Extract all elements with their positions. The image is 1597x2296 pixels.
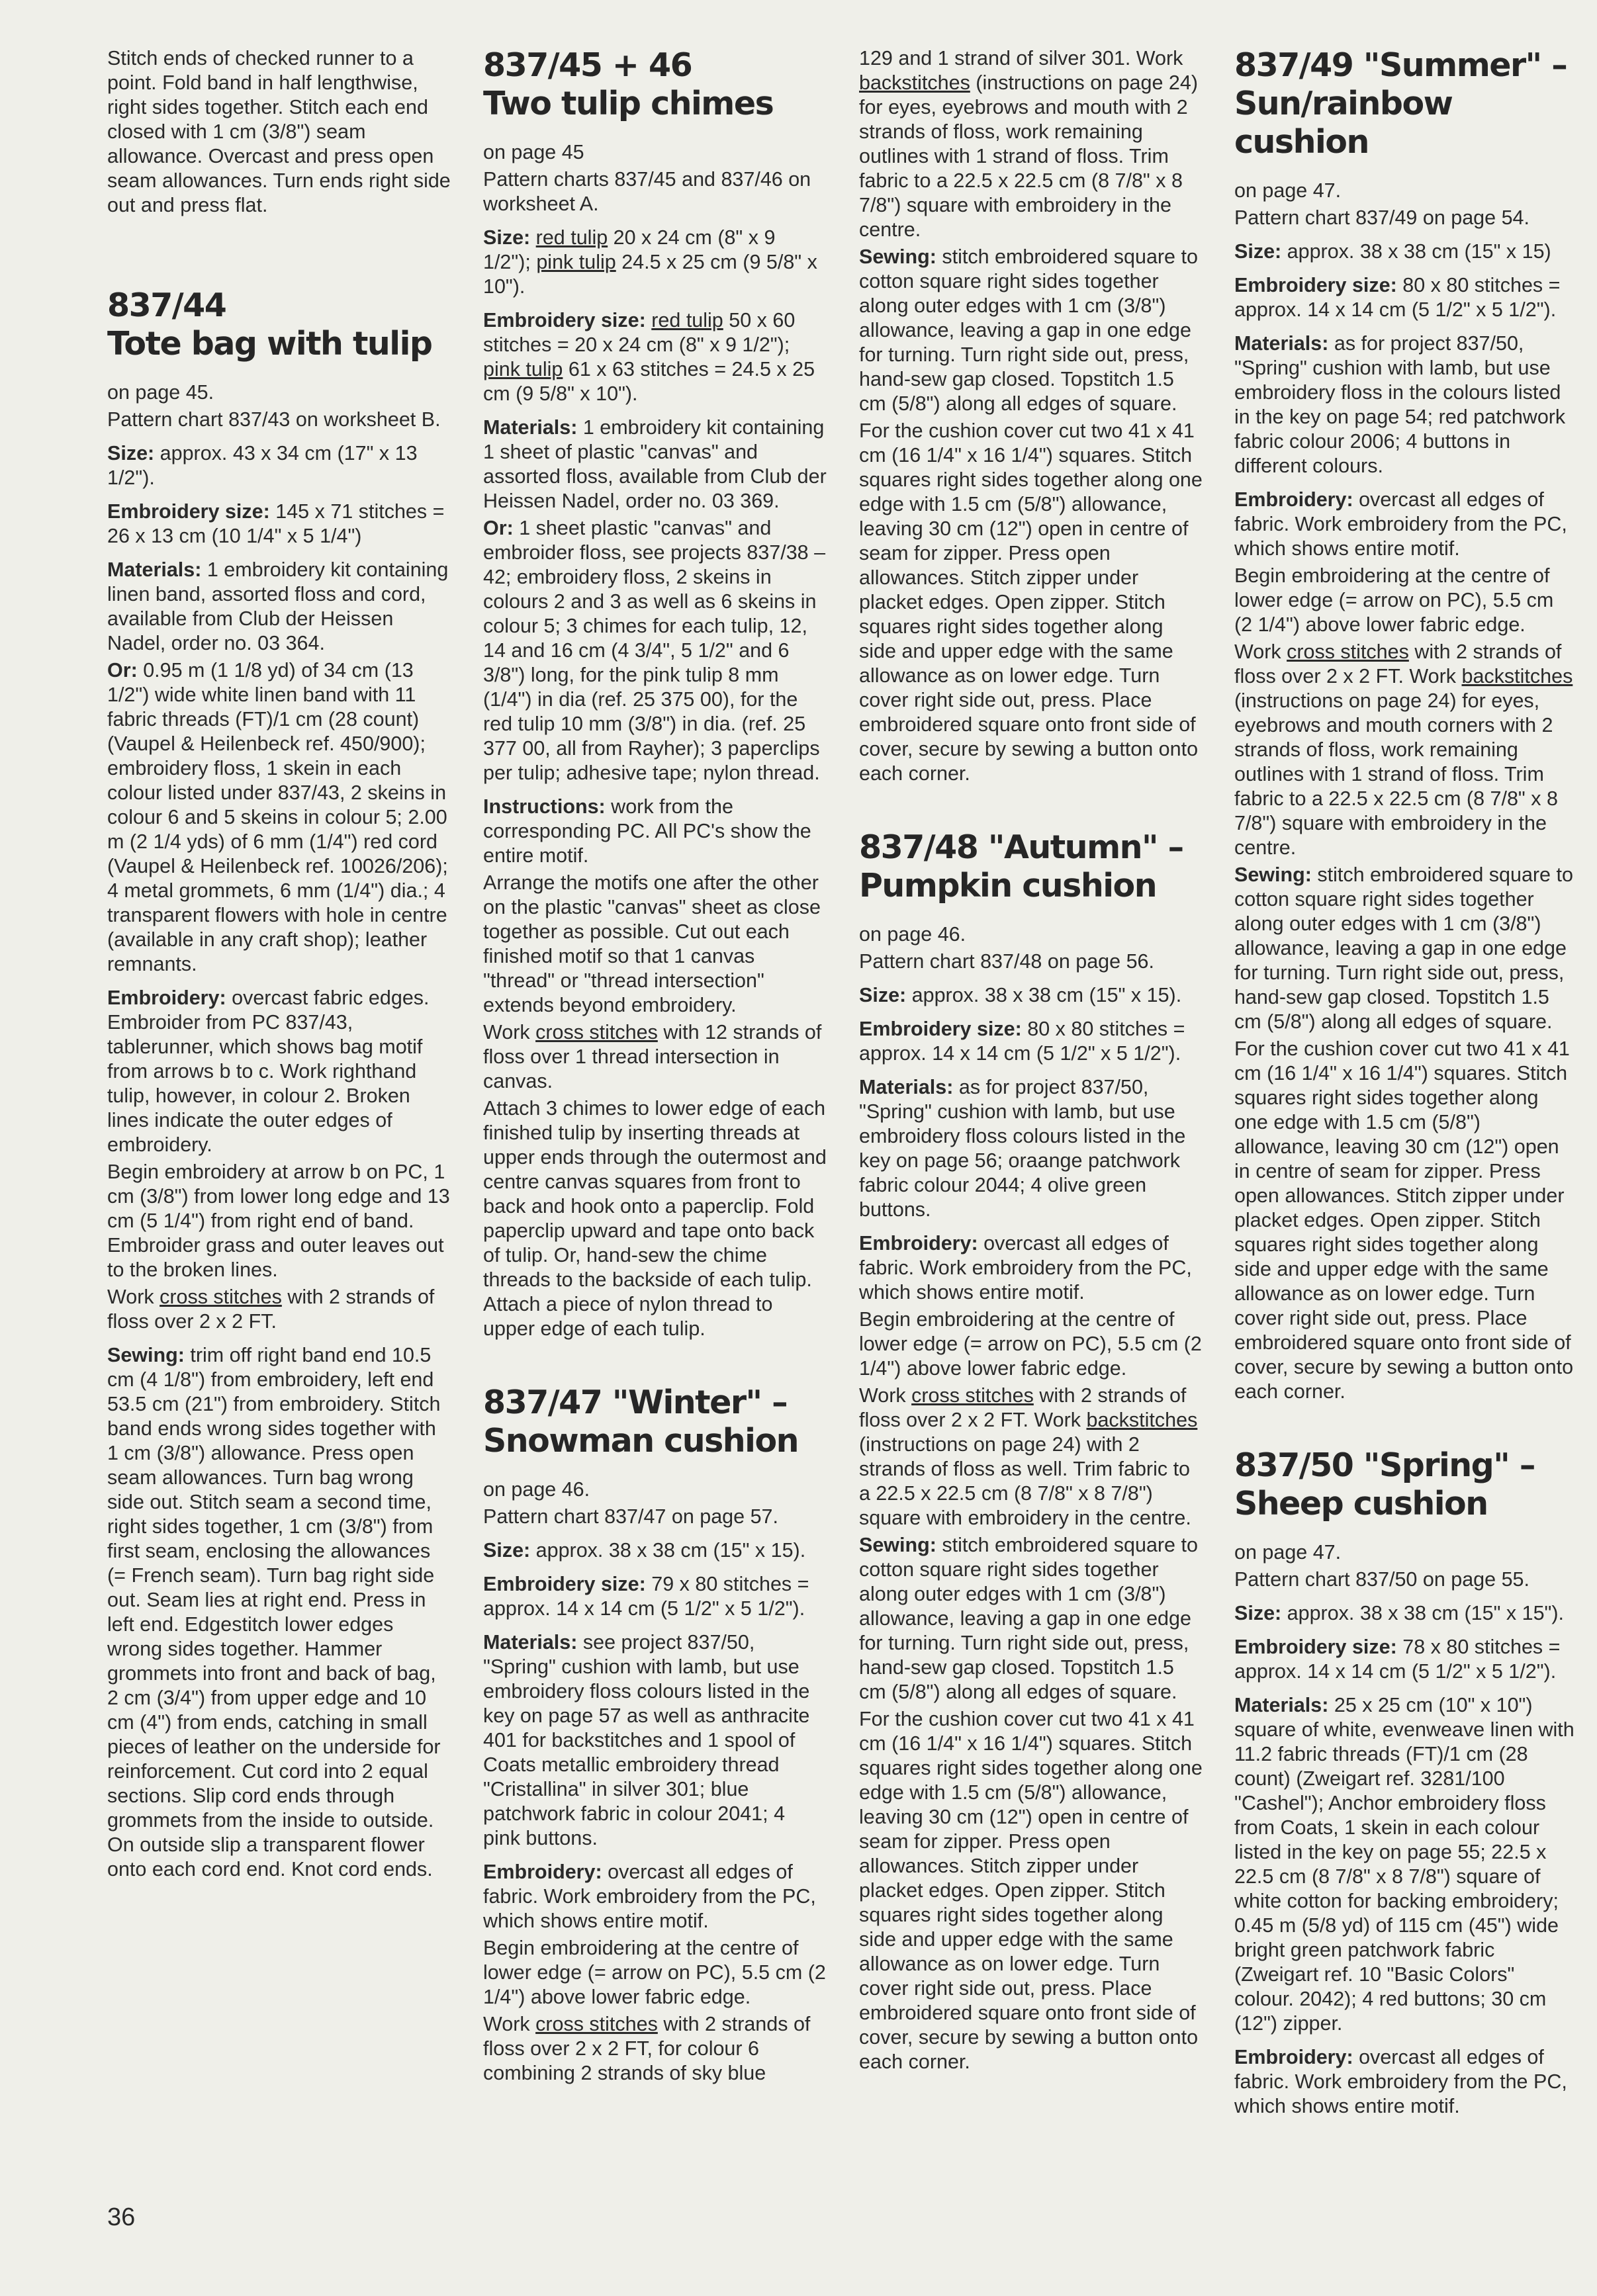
heading-title: Snowman cushion [483, 1422, 798, 1460]
intro-text: Stitch ends of checked runner to a point. Fold band in half lengthwise, right sides together. Stitch each end closed with 1 cm (3/8") seam allowance. Overcast and press open seam allowances. Turn ends right side out and press flat. [107, 47, 451, 216]
section-heading-837-50 [1234, 1446, 1575, 1523]
sewing-cover: For the cushion cover cut two 41 x 41 cm (16 1/4" x 16 1/4") squares. Stitch squares right sides together along one edge with 1.5 cm (5/8") allowance, leaving 30 cm (12") open in centre of seam for zipper. Press open allowances. Stitch zipper under placket edges. Open zipper. Stitch squares right sides together along side and upper edge with the same allowance as on lower edge. Turn cover right side out, press. Place embroidered square onto front side of cover, secure by sewing a button onto each corner. [1234, 1038, 1574, 1403]
on-page-ref: on page 46. [483, 1478, 590, 1501]
sewing-cover: For the cushion cover cut two 41 x 41 cm (16 1/4" x 16 1/4") squares. Stitch squares right sides together along one edge with 1.5 cm (5/8") allowance, leaving 30 cm (12") open in centre of seam for zipper. Press open allowances. Stitch zipper under placket edges. Open zipper. Stitch squares right sides together along side and upper edge with the same allowance as on lower edge. Turn cover right side out, press. Place embroidered square onto front side of cover, secure by sewing a button onto each corner. [859, 419, 1203, 785]
sewing-instructions: Sewing: stitch embroidered square to cotton square right sides together along outer edges with 1 cm (3/8") allowance, leaving a gap in one edge for turning. Turn right side out, press, hand-sew gap closed. Topstitch 1.5 cm (5/8") along all edges of square. [859, 245, 1198, 415]
column-2 [483, 46, 827, 2088]
continued-text: 129 and 1 strand of silver 301. Work backstitches (instructions on page 24) for eyes, eyebrows and mouth with 2 strands of floss, work remaining outlines with 1 strand of floss. Trim fabric to a 22.5 x 22.5 cm (8 7/8" x 8 7/8") square with embroidery in the centre. [859, 47, 1198, 241]
pattern-chart-ref: Pattern chart 837/43 on worksheet B. [107, 408, 441, 431]
pattern-chart-ref: Pattern chart 837/47 on page 57. [483, 1505, 778, 1528]
heading-title: Pumpkin cushion [859, 867, 1157, 905]
embroidery-begin: Begin embroidering at the centre of lower edge (= arrow on PC), 5.5 cm (2 1/4") above lower fabric edge. [483, 1937, 826, 2008]
embroidery-begin: Begin embroidery at arrow b on PC, 1 cm (3/8") from lower long edge and 13 cm (5 1/4") from right end of band. Embroider grass and outer leaves out to the broken lines. [107, 1161, 450, 1281]
heading-title: Two tulip chimes [483, 85, 774, 122]
embroidery-stitch: Work cross stitches with 2 strands of floss over 2 x 2 FT. Work backstitches (instructions on page 24) for eyes, eyebrows and mouth corners with 2 strands of floss, work remaining outlines with 1 strand of floss. Trim fabric to a 22.5 x 22.5 cm (8 7/8" x 8 7/8") square with embroidery in the centre. [1234, 640, 1573, 859]
embroidery-instructions: Embroidery: overcast all edges of fabric. Work embroidery from the PC, which shows entire motif. [483, 1861, 816, 1932]
embroidery-begin: Begin embroidering at the centre of lower edge (= arrow on PC), 5.5 cm (2 1/4") above lower fabric edge. [859, 1308, 1202, 1380]
size-spec: Size: approx. 43 x 34 cm (17" x 13 1/2"). [107, 442, 418, 489]
pattern-chart-ref: Pattern chart 837/49 on page 54. [1234, 206, 1529, 229]
on-page-ref: on page 47. [1234, 1541, 1342, 1564]
heading-code: 837/48 "Autumn" – [859, 828, 1183, 866]
heading-title: Tote bag with tulip [107, 325, 432, 363]
on-page-ref: on page 45. [107, 381, 214, 404]
sewing-instructions: Sewing: stitch embroidered square to cotton square right sides together along outer edges with 1 cm (3/8") allowance, leaving a gap in one edge for turning. Turn right side out, press, hand-sew gap closed. Topstitch 1.5 cm (5/8") along all edges of square. [1234, 863, 1573, 1033]
materials-spec: Materials: as for project 837/50, "Spring" cushion with lamb, but use embroidery floss in the colours listed in the key on page 54; red patchwork fabric colour 2006; 4 buttons in different colours. [1234, 332, 1566, 477]
instructions-attach: Attach 3 chimes to lower edge of each finished tulip by inserting threads at upper ends through the outermost and centre canvas squares from front to back and hook onto a paperclip. Fold paperclip upward and tape onto back of tulip. Or, hand-sew the chime threads to the backside of each tulip. Attach a piece of nylon thread to upper edge of each tulip. [483, 1097, 827, 1340]
embroidery-size-spec: Embroidery size: 79 x 80 stitches = approx. 14 x 14 cm (5 1/2" x 5 1/2"). [483, 1573, 809, 1620]
sewing-instructions: Sewing: trim off right band end 10.5 cm (4 1/8") from embroidery, left end 53.5 cm (21") from embroidery. Stitch band ends wrong sides together with 1 cm (3/8") allowance. Press open seam allowances. Turn bag wrong side out. Stitch seam a second time, right sides together, 1 cm (3/8") from first seam, enclosing the allowances (= French seam). Turn bag right side out. Seam lies at right end. Press in left end. Edgestitch lower edges wrong sides together. Hammer grommets into front and back of bag, 2 cm (3/4") from upper edge and 10 cm (4") from ends, catching in small pieces of leather on the underside for reinforcement. Cut cord into 2 equal sections. Slip cord ends through grommets from the inside to outside. On outside slip a transparent flower onto each cord end. Knot cord ends. [107, 1344, 441, 1880]
size-spec: Size: approx. 38 x 38 cm (15" x 15). [859, 984, 1182, 1006]
section-heading-837-47 [483, 1384, 827, 1460]
on-page-ref: on page 47. [1234, 179, 1342, 202]
embroidery-stitch: Work cross stitches with 2 strands of floss over 2 x 2 FT. Work backstitches (instructions on page 24) with 2 strands of floss as well. Trim fabric to a 22.5 x 22.5 cm (8 7/8" x 8 7/8") square with embroidery in the centre. [859, 1384, 1198, 1529]
instructions: Instructions: work from the corresponding PC. All PC's show the entire motif. [483, 795, 811, 867]
embroidery-instructions: Embroidery: overcast all edges of fabric. Work embroidery from the PC, which shows entire motif. [1234, 488, 1567, 560]
pattern-chart-ref: Pattern chart 837/50 on page 55. [1234, 1568, 1529, 1591]
column-4 [1234, 46, 1575, 2121]
embroidery-size-spec: Embroidery size: 80 x 80 stitches = approx. 14 x 14 cm (5 1/2" x 5 1/2"). [859, 1018, 1185, 1065]
sewing-instructions: Sewing: stitch embroidered square to cotton square right sides together along outer edges with 1 cm (3/8") allowance, leaving a gap in one edge for turning. Turn right side out, press, hand-sew gap closed. Topstitch 1.5 cm (5/8") along all edges of square. [859, 1534, 1198, 1703]
embroidery-size-spec: Embroidery size: red tulip 50 x 60 stitches = 20 x 24 cm (8" x 9 1/2"); pink tulip 61 x 63 stitches = 24.5 x 25 cm (9 5/8" x 10"). [483, 309, 815, 405]
heading-code: 837/49 "Summer" – [1234, 46, 1567, 84]
heading-title: Sheep cushion [1234, 1485, 1488, 1523]
on-page-ref: on page 46. [859, 923, 966, 946]
pattern-chart-ref: Pattern charts 837/45 and 837/46 on worksheet A. [483, 168, 811, 215]
materials-alternative: Or: 1 sheet plastic "canvas" and embroider floss, see projects 837/38 – 42; embroidery floss, 2 skeins in colours 2 and 3 as well as 6 skeins in colour 5; 3 chimes for each tulip, 12, 14 and 16 cm (4 3/4", 5 1/2" and 6 3/8") long, for the pink tulip 8 mm (1/4") in dia (ref. 25 375 00), for the red tulip 10 mm (3/8") in dia. (ref. 25 377 00, all from Rayher); 3 paperclips per tulip; adhesive tape; nylon thread. [483, 517, 826, 784]
heading-code: 837/45 + 46 [483, 46, 692, 84]
materials-alternative: Or: 0.95 m (1 1/8 yd) of 34 cm (13 1/2") wide white linen band with 11 fabric threads (FT)/1 cm (28 count) (Vaupel & Heilenbeck ref. 450/900); embroidery floss, 1 skein in each colour listed under 837/43, 2 skeins in colour 6 and 5 skeins in colour 5; 2.00 m (2 1/4 yds) of 6 mm (1/4") red cord (Vaupel & Heilenbeck ref. 10026/206); 4 metal grommets, 6 mm (1/4") dia.; 4 transparent flowers with hole in centre (available in any craft shop); leather remnants. [107, 659, 448, 975]
materials-spec: Materials: 1 embroidery kit containing 1 sheet of plastic "canvas" and assorted floss, available from Club der Heissen Nadel, order no. 03 369. [483, 416, 827, 512]
size-spec: Size: approx. 38 x 38 cm (15" x 15). [483, 1539, 806, 1562]
embroidery-instructions: Embroidery: overcast all edges of fabric. Work embroidery from the PC, which shows entire motif. [859, 1232, 1192, 1303]
on-page-ref: on page 45 [483, 141, 584, 163]
embroidery-instructions: Embroidery: overcast fabric edges. Embroider from PC 837/43, tablerunner, which shows bag motif from arrows b to c. Work righthand tulip, however, in colour 2. Broken lines indicate the outer edges of embroidery. [107, 987, 430, 1156]
embroidery-begin: Begin embroidering at the centre of lower edge (= arrow on PC), 5.5 cm (2 1/4") above lower fabric edge. [1234, 564, 1554, 636]
materials-spec: Materials: see project 837/50, "Spring" cushion with lamb, but use embroidery floss colours listed in the key on page 57 as well as anthracite 401 for backstitches and 1 spool of Coats metallic embroidery thread "Cristallina" in silver 301; blue patchwork fabric in colour 2041; 4 pink buttons. [483, 1631, 810, 1849]
instructions-stitch: Work cross stitches with 12 strands of floss over 1 thread intersection in canvas. [483, 1021, 822, 1092]
pattern-chart-ref: Pattern chart 837/48 on page 56. [859, 950, 1154, 973]
section-heading-837-48 [859, 828, 1203, 905]
materials-spec: Materials: 1 embroidery kit containing linen band, assorted floss and cord, available from Club der Heissen Nadel, order no. 03 364. [107, 558, 449, 654]
size-spec: Size: approx. 38 x 38 cm (15" x 15"). [1234, 1602, 1565, 1624]
materials-spec: Materials: 25 x 25 cm (10" x 10") square of white, evenweave linen with 11.2 fabric threads (FT)/1 cm (28 count) (Zweigart ref. 3281/100 "Cashel"); Anchor embroidery floss from Coats, 1 skein in each colour listed in the key on page 55; 22.5 x 22.5 cm (8 7/8" x 8 7/8") square of white cotton for backing embroidery; 0.45 m (5/8 yd) of 115 cm (45") wide bright green patchwork fabric (Zweigart ref. 10 "Basic Colors" colour. 2042); 4 red buttons; 30 cm (12") zipper. [1234, 1694, 1574, 2035]
heading-code: 837/50 "Spring" – [1234, 1446, 1535, 1484]
embroidery-size-spec: Embroidery size: 80 x 80 stitches = approx. 14 x 14 cm (5 1/2" x 5 1/2"). [1234, 274, 1561, 321]
size-spec: Size: red tulip 20 x 24 cm (8" x 9 1/2"); pink tulip 24.5 x 25 cm (9 5/8" x 10"). [483, 226, 817, 298]
page-number: 36 [107, 2203, 136, 2231]
section-heading-837-45-46 [483, 46, 827, 123]
column-1 [107, 46, 451, 1884]
instructions-arrange: Arrange the motifs one after the other on the plastic "canvas" sheet as close together as possible. Cut out each finished motif so that 1 canvas "thread" or "thread intersection" extends beyond embroidery. [483, 871, 821, 1016]
section-heading-837-44 [107, 287, 451, 363]
sewing-cover: For the cushion cover cut two 41 x 41 cm (16 1/4" x 16 1/4") squares. Stitch squares right sides together along one edge with 1.5 cm (5/8") allowance, leaving 30 cm (12") open in centre of seam for zipper. Press open allowances. Stitch zipper under placket edges. Open zipper. Stitch squares right sides together along side and upper edge with the same allowance as on lower edge. Turn cover right side out, press. Place embroidered square onto front side of cover, secure by sewing a button onto each corner. [859, 1708, 1203, 2073]
section-heading-837-49 [1234, 46, 1575, 161]
materials-spec: Materials: as for project 837/50, "Spring" cushion with lamb, but use embroidery floss colours listed in the key on page 56; oraange patchwork fabric colour 2044; 4 olive green buttons. [859, 1076, 1186, 1221]
heading-code: 837/47 "Winter" – [483, 1384, 788, 1421]
embroidery-size-spec: Embroidery size: 145 x 71 stitches = 26 x 13 cm (10 1/4" x 5 1/4") [107, 500, 445, 547]
size-spec: Size: approx. 38 x 38 cm (15" x 15) [1234, 240, 1551, 263]
embroidery-stitch: Work cross stitches with 2 strands of floss over 2 x 2 FT, for colour 6 combining 2 strands of sky blue [483, 2013, 811, 2084]
embroidery-instructions: Embroidery: overcast all edges of fabric. Work embroidery from the PC, which shows entire motif. [1234, 2046, 1567, 2117]
column-3 [859, 46, 1203, 2077]
embroidery-size-spec: Embroidery size: 78 x 80 stitches = approx. 14 x 14 cm (5 1/2" x 5 1/2"). [1234, 1636, 1561, 1683]
embroidery-stitch: Work cross stitches with 2 strands of floss over 2 x 2 FT. [107, 1286, 435, 1333]
heading-title: Sun/rainbow cushion [1234, 85, 1453, 161]
heading-code: 837/44 [107, 287, 226, 324]
